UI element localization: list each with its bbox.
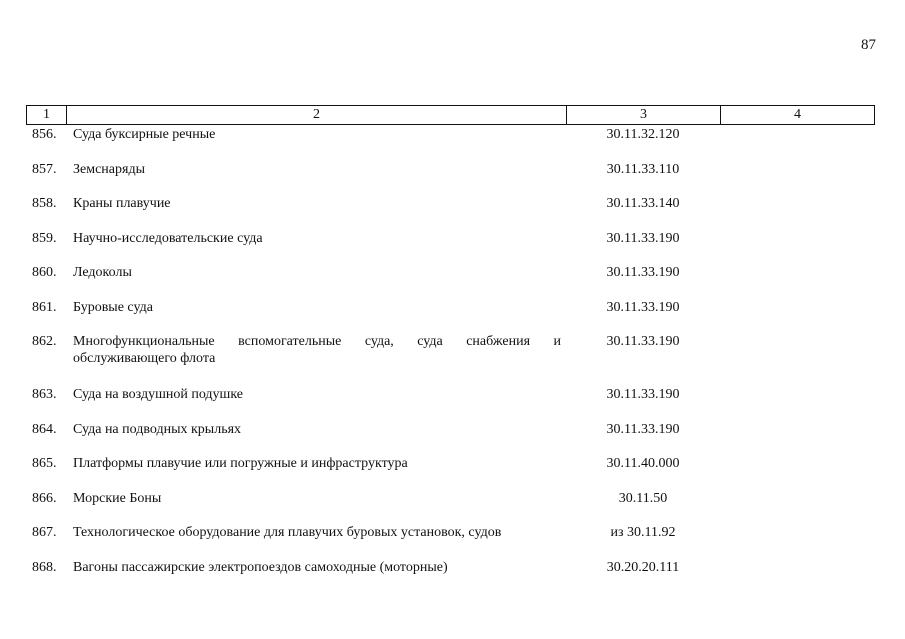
row-number: 867. (32, 525, 57, 540)
row-code: 30.11.32.120 (606, 127, 680, 142)
row-name: Платформы плавучие или погружные и инфраструктура (73, 456, 408, 471)
row-name: Буровые суда (73, 300, 153, 315)
row-name: Земснаряды (73, 162, 145, 177)
column-header-row (26, 105, 875, 125)
row-code: 30.11.40.000 (606, 456, 680, 471)
row-code: 30.20.20.111 (606, 560, 680, 575)
row-number: 862. (32, 334, 57, 349)
row-name: Суда на воздушной подушке (73, 387, 243, 402)
row-number: 859. (32, 231, 57, 246)
row-number: 866. (32, 491, 57, 506)
row-number: 857. (32, 162, 57, 177)
row-number: 863. (32, 387, 57, 402)
row-code: 30.11.33.190 (606, 387, 680, 402)
row-number: 860. (32, 265, 57, 280)
row-code: из 30.11.92 (610, 525, 676, 540)
row-code: 30.11.33.190 (606, 265, 680, 280)
row-code: 30.11.33.140 (606, 196, 680, 211)
row-code: 30.11.33.190 (606, 334, 680, 349)
row-name: Ледоколы (73, 265, 132, 280)
row-name: Технологическое оборудование для плавучих буровых установок, судов (73, 525, 502, 540)
row-name: Суда буксирные речные (73, 127, 216, 142)
page-number: 87 (861, 37, 876, 53)
row-name: Многофункциональные вспомогательные суда, суда снабжения и обслуживающего флота (73, 334, 561, 366)
row-number: 861. (32, 300, 57, 315)
row-number: 865. (32, 456, 57, 471)
column-header-1: 1 (27, 106, 67, 124)
row-number: 864. (32, 422, 57, 437)
row-number: 868. (32, 560, 57, 575)
row-code: 30.11.33.110 (606, 162, 680, 177)
row-code: 30.11.33.190 (606, 231, 680, 246)
row-name: Морские Боны (73, 491, 162, 506)
row-name: Вагоны пассажирские электропоездов самоходные (моторные) (73, 560, 448, 575)
row-code: 30.11.33.190 (606, 300, 680, 315)
column-header-3: 3 (567, 106, 721, 124)
column-header-4: 4 (794, 107, 801, 122)
row-code: 30.11.33.190 (606, 422, 680, 437)
row-name: Научно-исследовательские суда (73, 231, 263, 246)
row-number: 856. (32, 127, 57, 142)
row-name: Краны плавучие (73, 196, 171, 211)
column-header-2: 2 (67, 106, 567, 124)
row-name: Суда на подводных крыльях (73, 422, 242, 437)
row-code: 30.11.50 (618, 491, 668, 506)
row-number: 858. (32, 196, 57, 211)
